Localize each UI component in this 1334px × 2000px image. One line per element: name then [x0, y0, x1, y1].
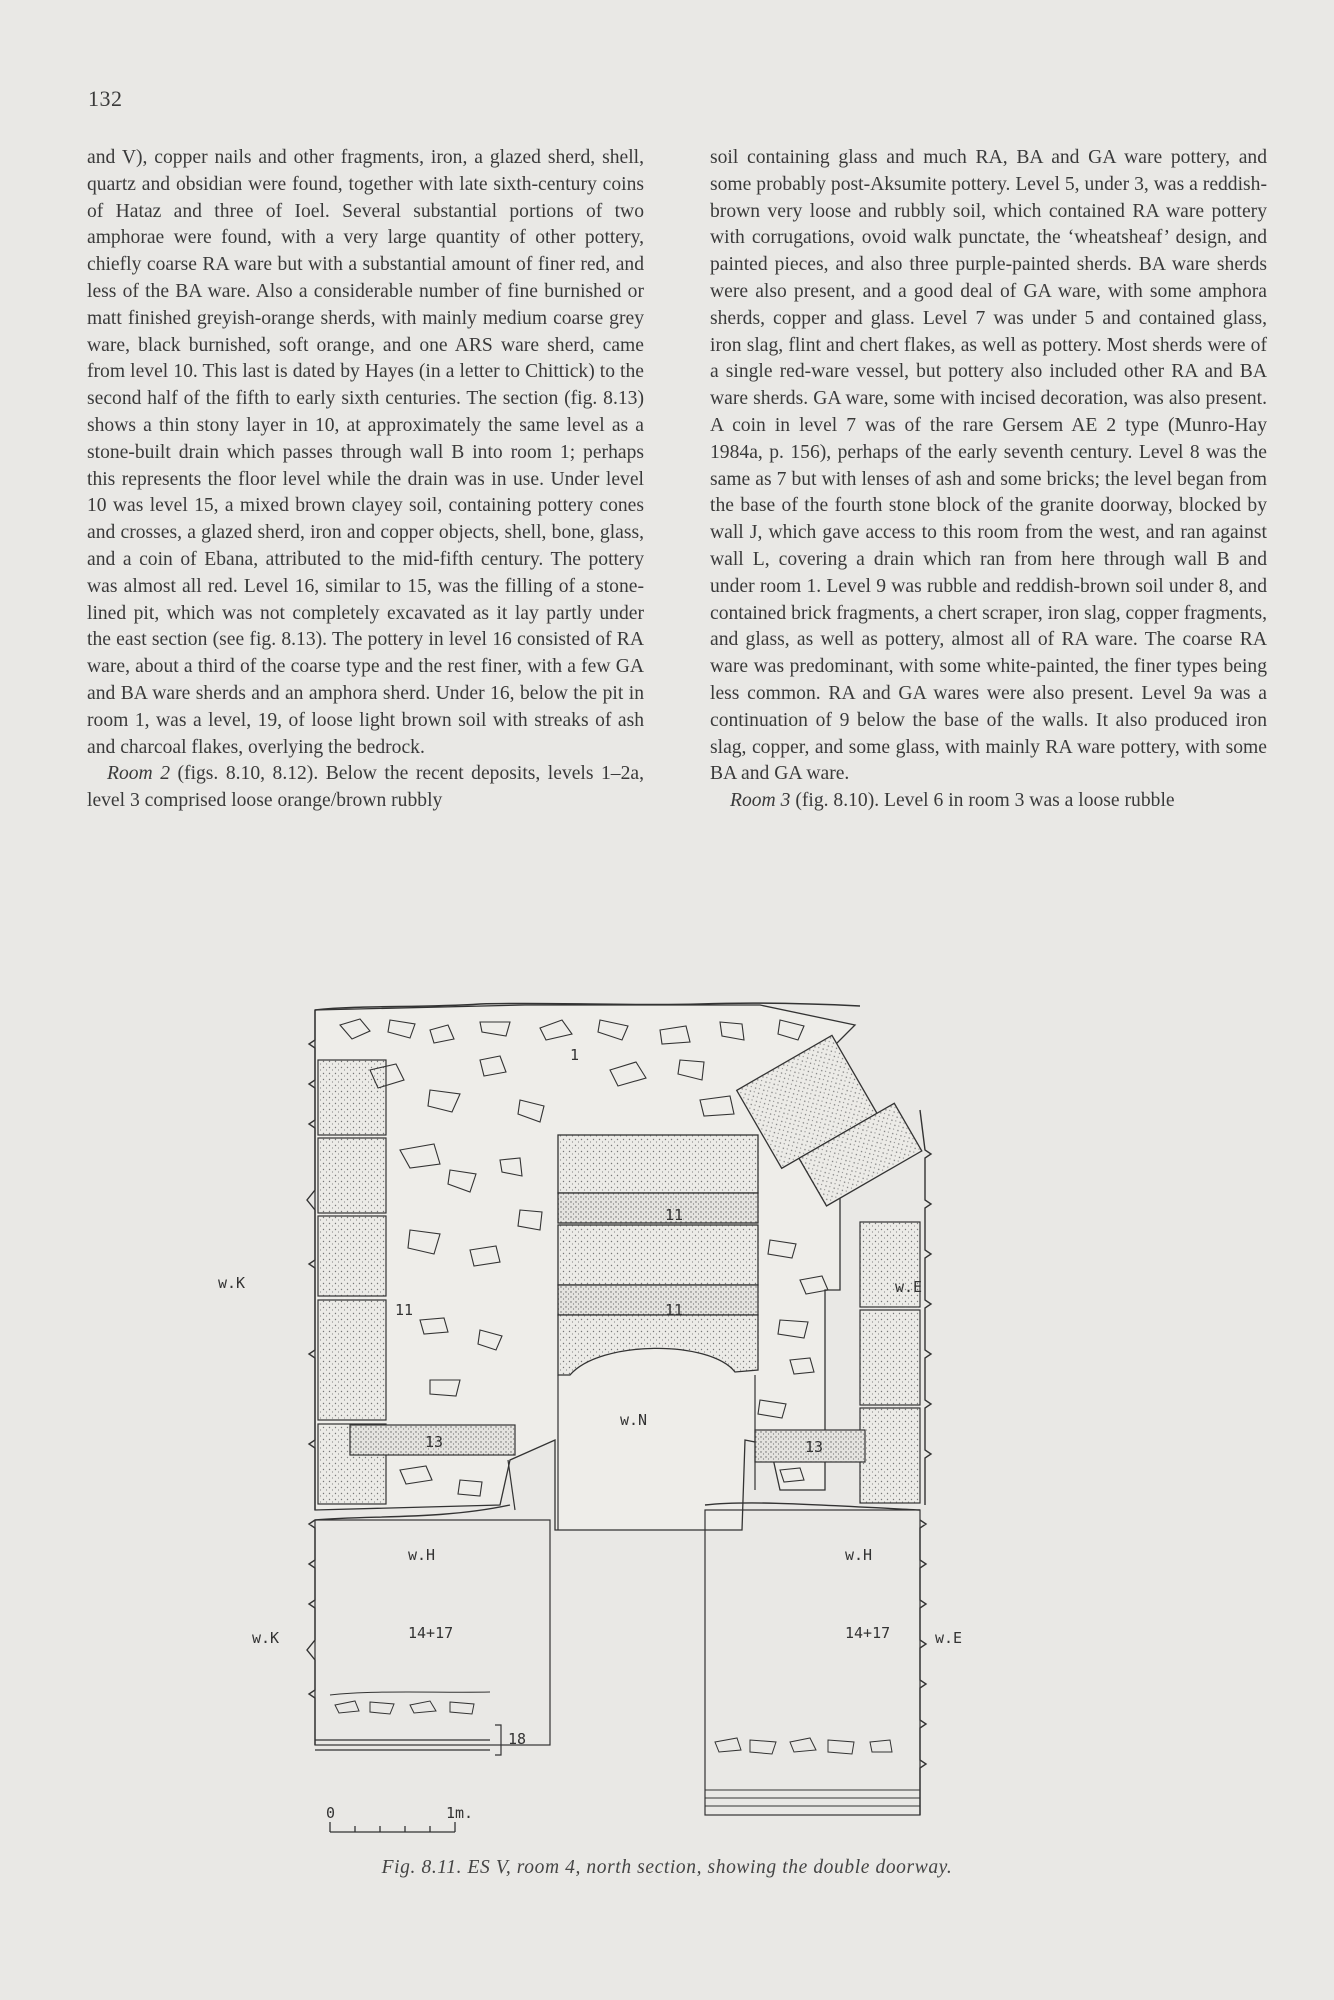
label-level-14-17-left: 14+17	[408, 1624, 454, 1642]
label-wall-k-lower: w.K	[252, 1629, 280, 1647]
label-level-11-right: 11	[665, 1301, 684, 1319]
label-scale-one-m: 1m.	[446, 1804, 474, 1822]
left-paragraph-1: and V), copper nails and other fragments, iron, a glazed sherd, shell, quartz and obsidian were found, together with late sixth-century coins of Hataz and three of Ioel. Several substantial portions of two amphorae were found, with a very large quantity of other pottery, chiefly coarse RA ware but with a substantial amount of finer red, and less of the BA ware. Also a considerable number of fine burnished or matt finished greyish-orange sherds, with mainly medium coarse grey ware, black burnished, soft orange, and one ARS ware sherd, came from level 10. This last is dated by Hayes (in a letter to Chittick) to the second half of the fifth to early sixth centuries. The section (fig. 8.13) shows a thin stony layer in 10, at approximately the same level as a stone-built drain which passes through wall B into room 1; perhaps this represents the floor level while the drain was in use. Under level 10 was level 15, a mixed brown clayey soil, containing pottery cones and crosses, a glazed sherd, iron and copper objects, shell, bone, glass, and a coin of Ebana, attributed to the mid-fifth century. The pottery was almost all red. Level 16, similar to 15, was the filling of a stone-lined pit, which was not completely excavated as it lay partly under the east section (see fig. 8.13). The pottery in level 16 consisted of RA ware, about a third of the coarse type and the rest finer, with a few GA and BA ware sherds and an amphora sherd. Under 16, below the pit in room 1, was a level, 19, of loose light brown soil with streaks of ash and charcoal flakes, overlying the bedrock.	[87, 147, 644, 758]
room-3-text: (fig. 8.10). Level 6 in room 3 was a loose rubble	[790, 790, 1175, 812]
room-2-heading: Room 2	[107, 763, 171, 785]
label-wall-h-left: w.H	[408, 1546, 436, 1564]
label-level-1: 1	[570, 1046, 580, 1064]
label-level-13-right: 13	[805, 1438, 824, 1456]
label-level-18: 18	[508, 1730, 527, 1748]
scale-bar	[330, 1822, 455, 1832]
figure-caption: Fig. 8.11. ES V, room 4, north section, showing the double doorway.	[381, 1857, 953, 1878]
label-wall-n: w.N	[620, 1411, 648, 1429]
label-level-14-17-right: 14+17	[845, 1624, 891, 1642]
right-paragraph-2	[710, 788, 1267, 815]
room-2-text: (figs. 8.10, 8.12). Below the recent deposits, levels 1–2a, level 3 comprised loose orange/brown rubbly	[87, 763, 644, 812]
right-paragraph-1: soil containing glass and much RA, BA and GA ware pottery, and some probably post-Aksumite pottery. Level 5, under 3, was a reddish-brown very loose and rubbly soil, which contained RA ware pottery with corrugations, ovoid walk punctate, the ‘wheatsheaf’ design, and painted pieces, and also three purple-painted sherds. BA ware sherds were also present, and a good deal of GA ware, with some amphora sherds, copper and glass. Level 7 was under 5 and contained glass, iron slag, flint and chert flakes, as well as pottery. Most sherds were of a single red-ware vessel, but pottery also included other RA and BA ware sherds. GA ware, some with incised decoration, was also present. A coin in level 7 was of the rare Gersem AE 2 type (Munro-Hay 1984a, p. 156), perhaps of the early seventh century. Level 8 was the same as 7 but with lenses of ash and some bricks; the level began from the base of the fourth stone block of the granite doorway, blocked by wall J, which gave access to this room from the west, and ran against wall L, covering a drain which ran from here through wall B and under room 1. Level 9 was rubble and reddish-brown soil under 8, and contained brick fragments, a chert scraper, iron slag, copper fragments, and glass, as well as pottery, almost all of RA ware. The coarse RA ware was predominant, with some white-painted, the finer types being less common. RA and GA wares were also present. Level 9a was a continuation of 9 below the base of the walls. It also produced iron slag, copper, and some glass, with mainly RA ware pottery, with some BA and GA ware.	[710, 147, 1267, 785]
wall-k-upper-edge	[307, 1010, 315, 1510]
label-scale-zero: 0	[326, 1804, 336, 1822]
left-text-column	[87, 145, 644, 815]
label-wall-h-right: w.H	[845, 1546, 873, 1564]
section-drawing-figure	[218, 1000, 1040, 1850]
label-level-13-left: 13	[425, 1433, 444, 1451]
page-number: 132	[88, 86, 123, 111]
left-paragraph-2	[87, 761, 644, 815]
wall-e-upper-edge	[920, 1110, 931, 1505]
label-level-11-center: 11	[665, 1206, 684, 1224]
section-drawing	[218, 1000, 1040, 1850]
label-level-11-left: 11	[395, 1301, 414, 1319]
right-text-column	[710, 145, 1267, 815]
room-3-heading: Room 3	[730, 790, 791, 812]
label-wall-k-upper: w.K	[218, 1274, 246, 1292]
label-wall-e-upper: w.E	[895, 1278, 923, 1296]
label-wall-e-lower: w.E	[935, 1629, 963, 1647]
